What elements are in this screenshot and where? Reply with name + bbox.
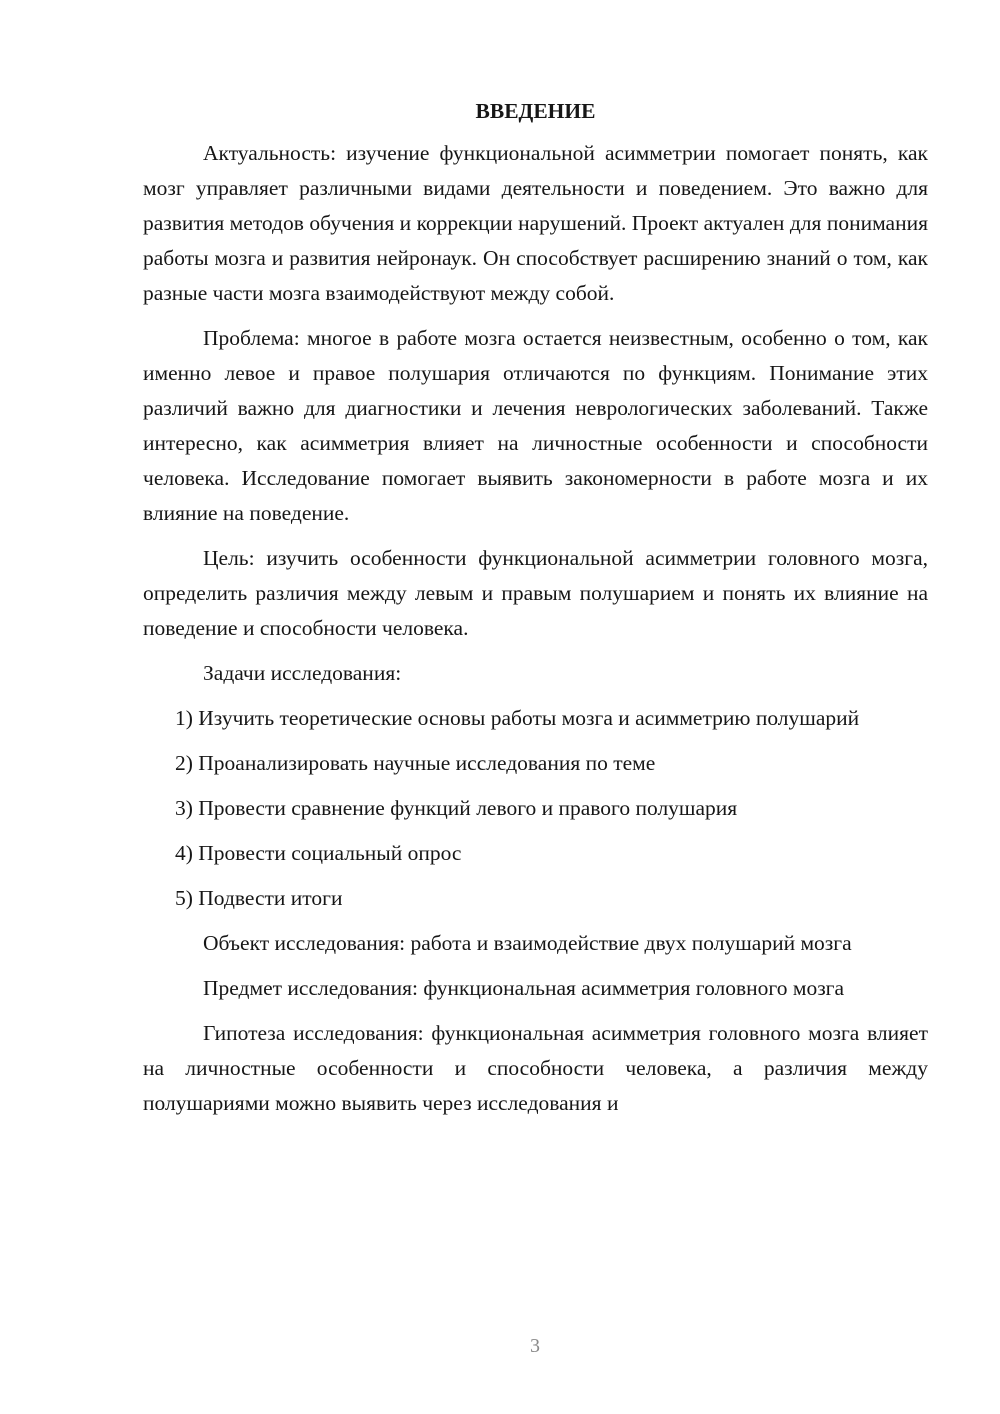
task-item: 2) Проанализировать научные исследования по теме [175,751,656,775]
task-item: 1) Изучить теоретические основы работы мозга и асимметрию полушарий [175,706,860,730]
goal-paragraph: Цель: изучить особенности функциональной асимметрии головного мозга, определить различия между левым и правым полушарием и понять их влияние на поведение и способности человека. [143,546,928,640]
subject-paragraph: Предмет исследования: функциональная асимметрия головного мозга [203,976,845,1000]
task-item: 4) Провести социальный опрос [175,841,462,865]
tasks-title: Задачи исследования: [203,661,402,685]
problem-paragraph: Проблема: многое в работе мозга остается неизвестным, особенно о том, как именно левое и правое полушария отличаются по функциям. Понимание этих различий важно для диагностики и лечения неврологических заболеваний. Также интересно, как асимметрия влияет на личностные особенности и способности человека. Исследование помогает выявить закономерности в работе мозга и их влияние на поведение. [143,326,928,525]
relevance-paragraph: Актуальность: изучение функциональной асимметрии помогает понять, как мозг управляет различными видами деятельности и поведением. Это важно для развития методов обучения и коррекции нарушений. Проект актуален для понимания работы мозга и развития нейронаук. Он способствует расширению знаний о том, как разные части мозга взаимодействуют между собой. [143,141,928,305]
task-item: 3) Провести сравнение функций левого и правого полушария [175,796,738,820]
object-paragraph: Объект исследования: работа и взаимодействие двух полушарий мозга [203,931,852,955]
section-heading: ВВЕДЕНИЕ [475,99,596,123]
page-content [143,96,928,1131]
task-item: 5) Подвести итоги [175,886,343,910]
page-number: 3 [530,1335,540,1357]
hypothesis-paragraph: Гипотеза исследования: функциональная асимметрия головного мозга влияет на личностные особенности и способности человека, а различия между полушариями можно выявить через исследования и [143,1021,928,1115]
